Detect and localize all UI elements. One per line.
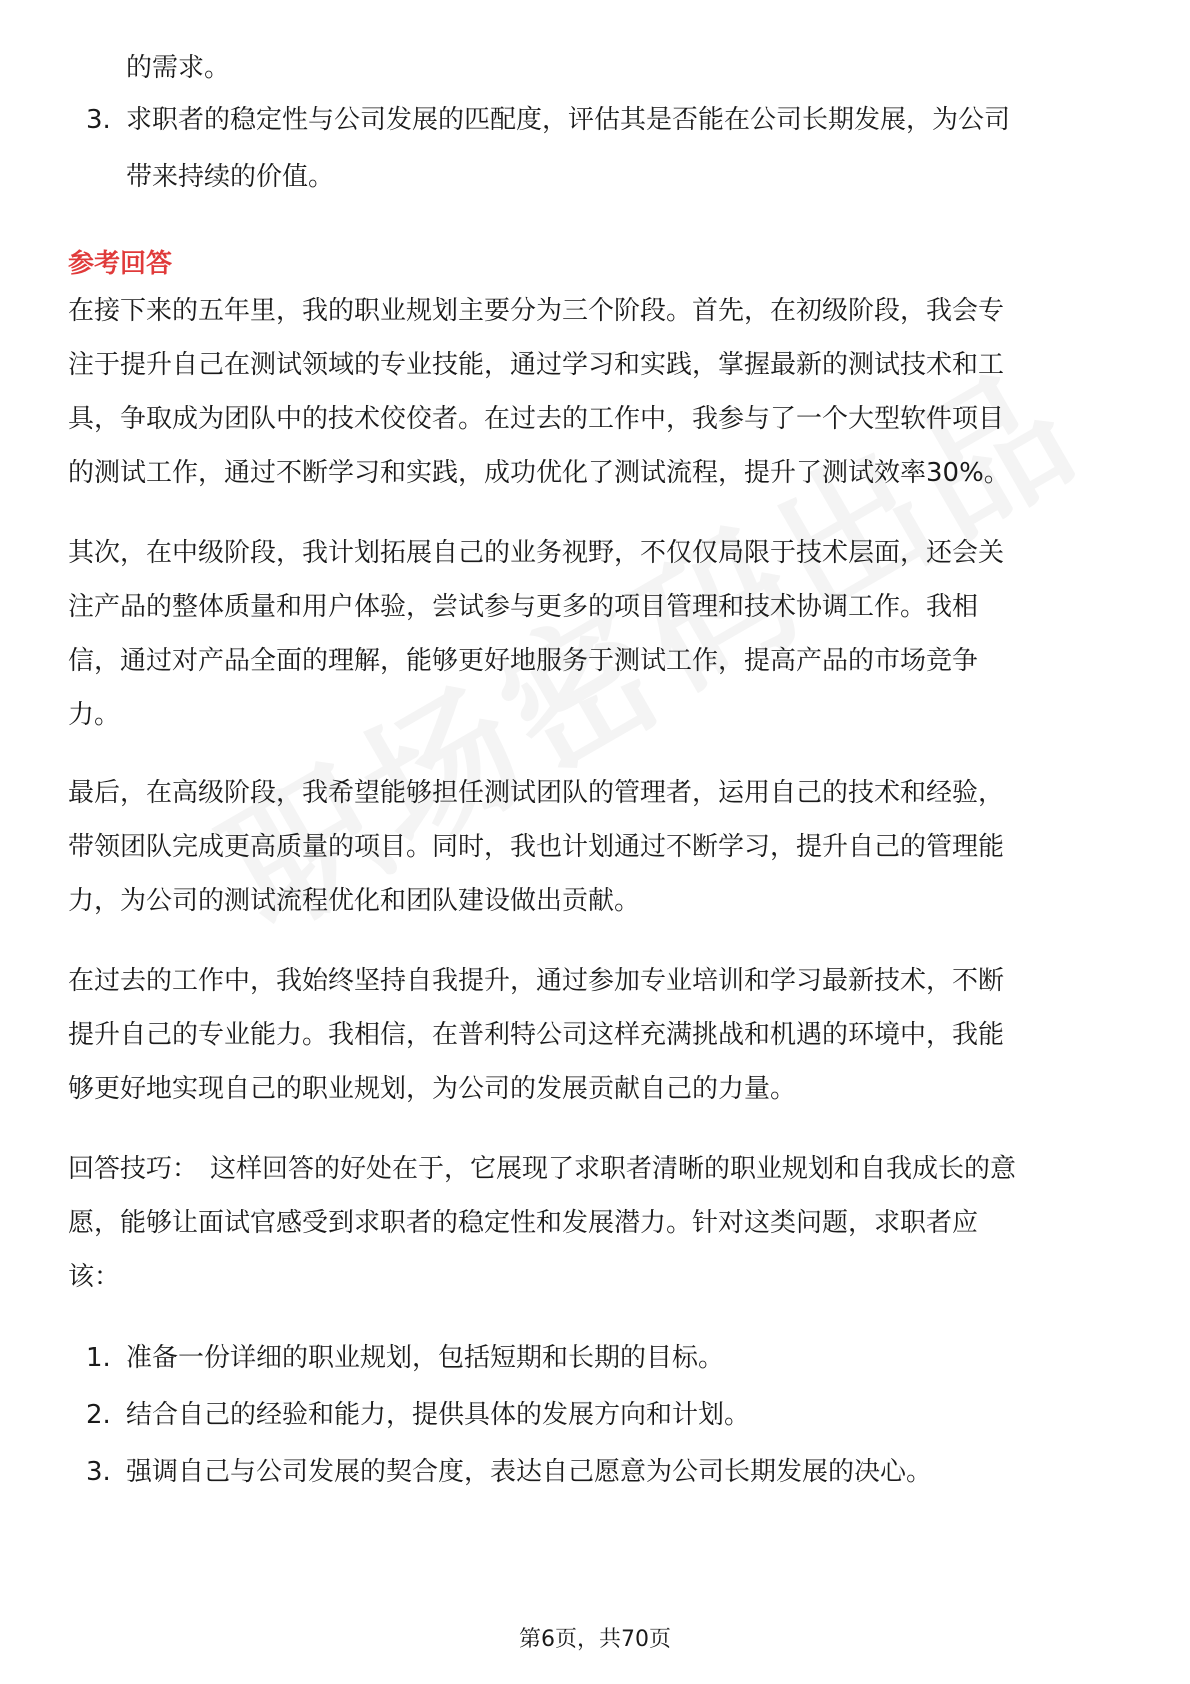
paragraph-line: 愿，能够让面试官感受到求职者的稳定性和发展潜力。针对这类问题，求职者应 <box>68 1208 979 1238</box>
answer-paragraph-2 <box>68 526 1118 742</box>
list-item-line: 带来持续的价值。 <box>126 162 335 192</box>
paragraph-line: 在接下来的五年里，我的职业规划主要分为三个阶段。首先，在初级阶段，我会专 <box>68 296 1005 326</box>
list-item <box>72 1444 1122 1501</box>
section-heading: 参考回答 <box>68 249 173 279</box>
paragraph-line: 最后，在高级阶段，我希望能够担任测试团队的管理者，运用自己的技术和经验， <box>68 778 1005 808</box>
paragraph-line: 够更好地实现自己的职业规划，为公司的发展贡献自己的力量。 <box>68 1074 797 1104</box>
paragraph-line: 注于提升自己在测试领域的专业技能，通过学习和实践，掌握最新的测试技术和工 <box>68 350 1005 380</box>
answer-paragraph-1 <box>68 284 1118 500</box>
list-item-number: 3. <box>86 105 111 135</box>
paragraph-line: 具，争取成为团队中的技术佼佼者。在过去的工作中，我参与了一个大型软件项目 <box>68 404 1005 434</box>
intro-list <box>72 92 1122 206</box>
paragraph-line: 力。 <box>68 700 121 730</box>
tips-label: 回答技巧： <box>68 1154 199 1184</box>
list-item-text: 结合自己的经验和能力，提供具体的发展方向和计划。 <box>126 1400 751 1430</box>
paragraph-line: 其次，在中级阶段，我计划拓展自己的业务视野，不仅仅局限于技术层面，还会关 <box>68 538 1005 568</box>
tips-list <box>72 1330 1122 1501</box>
paragraph-line: 力，为公司的测试流程优化和团队建设做出贡献。 <box>68 886 641 916</box>
list-item <box>72 1330 1122 1387</box>
list-continuation-text: 的需求。 <box>126 53 231 83</box>
paragraph-line: 注产品的整体质量和用户体验，尝试参与更多的项目管理和技术协调工作。我相 <box>68 592 979 622</box>
paragraph-line: 信，通过对产品全面的理解，能够更好地服务于测试工作，提高产品的市场竞争 <box>68 646 979 676</box>
list-item-line: 求职者的稳定性与公司发展的匹配度，评估其是否能在公司长期发展，为公司 <box>126 105 1011 135</box>
list-item-number: 2. <box>86 1400 111 1430</box>
paragraph-line: 提升自己的专业能力。我相信，在普利特公司这样充满挑战和机遇的环境中，我能 <box>68 1020 1005 1050</box>
tips-paragraph <box>68 1142 1118 1304</box>
page-number-footer: 第6页，共70页 <box>519 1627 671 1652</box>
paragraph-line: 在过去的工作中，我始终坚持自我提升，通过参加专业培训和学习最新技术，不断 <box>68 966 1005 996</box>
list-item <box>72 92 1122 206</box>
list-item-text: 准备一份详细的职业规划，包括短期和长期的目标。 <box>126 1343 725 1373</box>
paragraph-line: 这样回答的好处在于，它展现了求职者清晰的职业规划和自我成长的意 <box>210 1154 1017 1184</box>
answer-paragraph-3 <box>68 766 1118 928</box>
answer-paragraph-4 <box>68 954 1118 1116</box>
list-item-text: 强调自己与公司发展的契合度，表达自己愿意为公司长期发展的决心。 <box>126 1457 933 1487</box>
paragraph-line: 带领团队完成更高质量的项目。同时，我也计划通过不断学习，提升自己的管理能 <box>68 832 1005 862</box>
paragraph-line: 的测试工作，通过不断学习和实践，成功优化了测试流程，提升了测试效率30%。 <box>68 458 1010 488</box>
list-item-number: 3. <box>86 1457 111 1487</box>
list-item-number: 1. <box>86 1343 111 1373</box>
paragraph-line: 该： <box>68 1262 121 1292</box>
list-item <box>72 1387 1122 1444</box>
